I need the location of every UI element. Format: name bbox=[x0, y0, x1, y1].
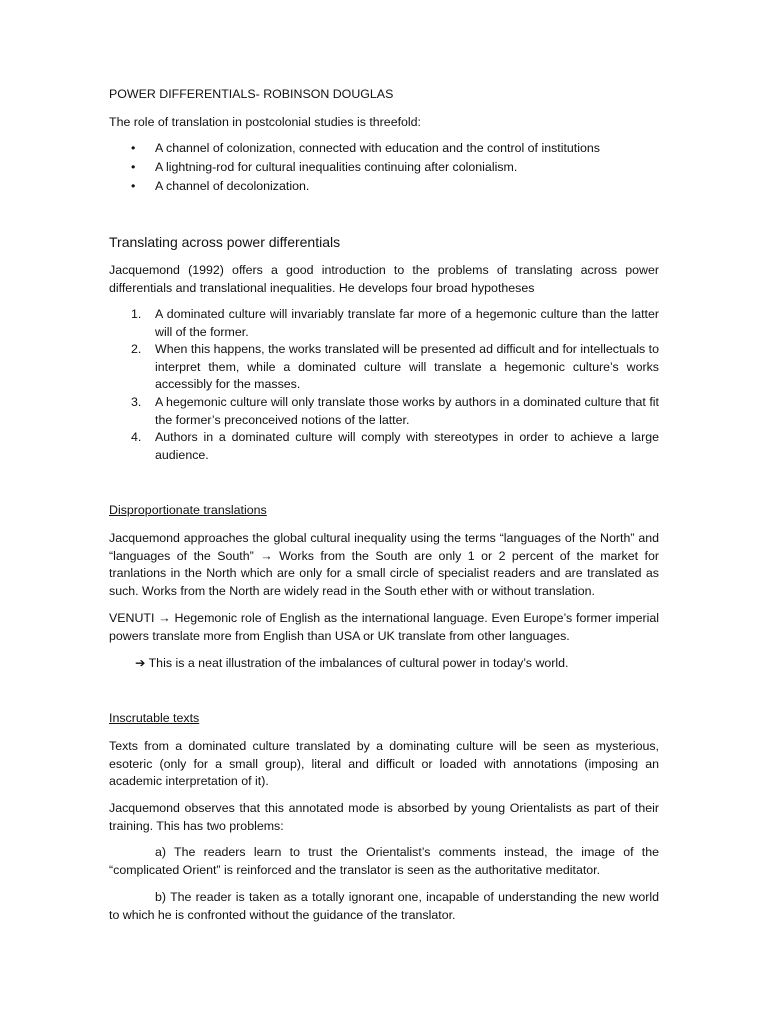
list-item bbox=[109, 306, 659, 341]
item-number: 1. bbox=[131, 307, 142, 321]
item-number: 4. bbox=[131, 430, 142, 445]
list-item bbox=[109, 140, 659, 159]
item-text: When this happens, the works translated will be presented ad difficult and for intellectuals to interpret them, while a dominated culture will translate a hegemonic culture’s works accessibly for the masses. bbox=[155, 342, 659, 392]
hypotheses-list bbox=[109, 306, 659, 464]
section-heading-power-differentials: Translating across power differentials bbox=[109, 234, 341, 250]
section-heading-disproportionate: Disproportionate translations bbox=[109, 503, 267, 517]
item-number: 2. bbox=[131, 342, 142, 357]
arrow-note bbox=[135, 655, 665, 673]
section3-paragraph-1: Texts from a dominated culture translated by a dominating culture will be seen as mysterious, esoteric (only for a small group), literal and difficult or loaded with annotations (imposing an academic interpretation of it). bbox=[109, 739, 659, 789]
item-text: Authors in a dominated culture will comply with stereotypes in order to achieve a large audience. bbox=[155, 430, 659, 462]
item-text: A hegemonic culture will only translate those works by authors in a dominated culture that fit the former’s preconceived notions of the latter. bbox=[155, 394, 659, 427]
bullet-text: A channel of colonization, connected with education and the control of institutions bbox=[155, 141, 600, 155]
bullet-icon: • bbox=[131, 141, 136, 155]
item-text: A dominated culture will invariably translate far more of a hegemonic culture than the latter will of the former. bbox=[155, 307, 659, 339]
bullet-icon: • bbox=[131, 160, 136, 174]
bullet-list bbox=[109, 140, 659, 197]
problem-a: a) The readers learn to trust the Orientalist’s comments instead, the image of the “complicated Orient” is reinforced and the translator is seen as the authoritative meditator. bbox=[109, 845, 659, 877]
section2-paragraph-2: VENUTI → Hegemonic role of English as the international language. Even Europe’s former imperial powers translate more from English than USA or UK translate from other languages. bbox=[109, 611, 659, 643]
document-title: POWER DIFFERENTIALS- ROBINSON DOUGLAS bbox=[109, 87, 394, 101]
list-item bbox=[109, 178, 659, 197]
list-item bbox=[109, 429, 659, 464]
item-number: 3. bbox=[131, 394, 142, 409]
section3-paragraph-2: Jacquemond observes that this annotated mode is absorbed by young Orientalists as part of their training. This has two problems: bbox=[109, 801, 659, 833]
section1-paragraph: Jacquemond (1992) offers a good introduction to the problems of translating across power differentials and translational inequalities. He develops four broad hypotheses bbox=[109, 263, 659, 295]
arrow-right-icon: ➔ bbox=[135, 656, 146, 670]
list-item bbox=[109, 159, 659, 178]
list-item bbox=[109, 394, 659, 429]
section-heading-inscrutable: Inscrutable texts bbox=[109, 711, 200, 725]
problem-b: b) The reader is taken as a totally ignorant one, incapable of understanding the new world to which he is confronted without the guidance of the translator. bbox=[109, 890, 659, 922]
bullet-text: A lightning-rod for cultural inequalities continuing after colonialism. bbox=[155, 160, 518, 174]
section2-paragraph-1: Jacquemond approaches the global cultural inequality using the terms “languages of the North” and “languages of the South” → Works from the South are only 1 or 2 percent of the market for tranlations in the North which are only for a small circle of specialist readers and are translated as such. Works from the North are widely read in the South ether with or without translation. bbox=[109, 531, 659, 598]
list-item bbox=[109, 341, 659, 394]
intro-paragraph: The role of translation in postcolonial studies is threefold: bbox=[109, 115, 422, 129]
bullet-text: A channel of decolonization. bbox=[155, 179, 310, 193]
arrow-note-text: This is a neat illustration of the imbalances of cultural power in today’s world. bbox=[148, 656, 569, 670]
bullet-icon: • bbox=[131, 179, 136, 193]
